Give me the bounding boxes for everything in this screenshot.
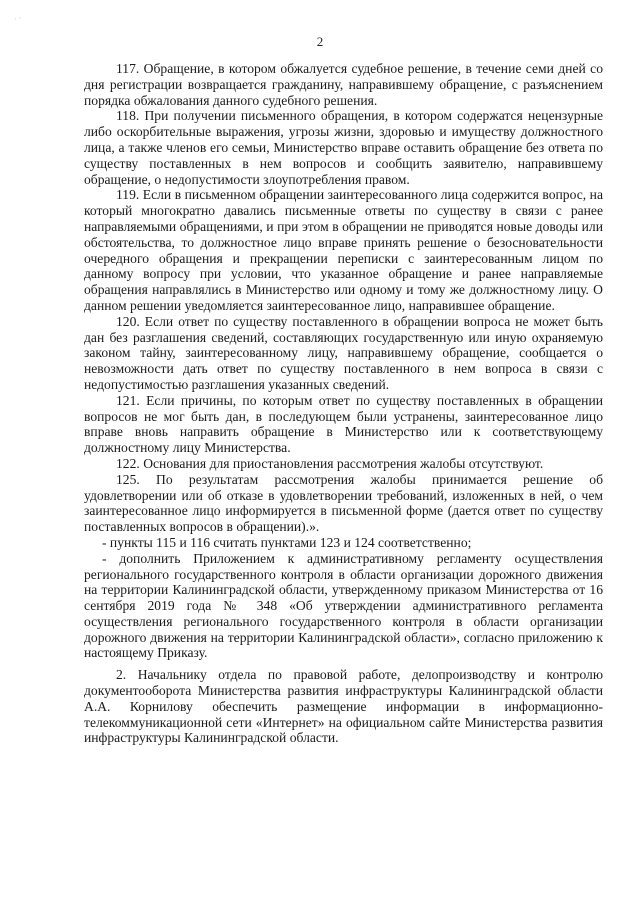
page-number: 2 (316, 34, 324, 49)
paragraph-122: 122. Основания для приостановления рассмотрения жалобы отсутствуют. (116, 455, 544, 471)
paragraph-117: 117. Обращение, в котором обжалуется судебное решение, в течение семи дней со дня регистрации возвращается гражданину, направившему обращение, с разъяснением порядка обжалования данного судебного решения. (84, 61, 603, 108)
list-item-renumber: - пункты 115 и 116 считать пунктами 123 и 124 соответственно; (102, 534, 472, 550)
paragraph-120: 120. Если ответ по существу поставленного в обращении вопроса не может быть дан без разглашения сведений, составляющих государственную или иную охраняемую законом тайну, заинтересованному лицу, направившему обращение, сообщается о невозможности дать ответ по существу поставленного в нем вопроса в связи с недопустимостью разглашения указанных сведений. (84, 313, 603, 392)
list-item-appendix: - дополнить Приложением к административному регламенту осуществления регионального государственного контроля в области организации дорожного движения на территории Калининградской области, утвержденному приказом Министерства от 16 сентября 2019 года № 348 «Об утверждении административного регламента осуществления регионального государственного контроля в области организации дорожного движения на территории Калининградской области», согласно приложению к настоящему Приказу. (84, 550, 603, 661)
scan-artifact: · · (13, 13, 23, 24)
paragraph-119: 119. Если в письменном обращении заинтересованного лица содержится вопрос, на который многократно давались письменные ответы по существу в связи с ранее направляемыми обращениями, и при этом в обращении не приводятся новые доводы или обстоятельства, то должностное лицо вправе принять решение о безосновательности очередного обращения и прекращении переписки с заинтересованным лицом по данному вопросу при условии, что указанное обращение и ранее направляемые обращения направлялись в Министерство или одному и тому же должностному лицу. О данном решении уведомляется заинтересованное лицо, направившее обращение. (84, 187, 603, 313)
document-body (84, 61, 603, 746)
paragraph-125: 125. По результатам рассмотрения жалобы принимается решение об удовлетворении или об отказе в удовлетворении требований, изложенных в ней, о чем заинтересованное лицо информируется в письменной форме (дается ответ по существу поставленных вопросов в обращении).». (84, 471, 603, 535)
paragraph-point-2: 2. Начальнику отдела по правовой работе, делопроизводству и контролю документооборота Министерства развития инфраструктуры Калининградской области А.А. Корнилову обеспечить размещение информации в информационно-телекоммуникационной сети «Интернет» на официальном сайте Министерства развития инфраструктуры Калининградской области. (84, 667, 603, 746)
paragraph-121: 121. Если причины, по которым ответ по существу поставленных в обращении вопросов не мог быть дан, в последующем были устранены, заинтересованное лицо вправе вновь направить обращение в Министерство или к соответствующему должностному лицу Министерства. (84, 392, 603, 456)
paragraph-118: 118. При получении письменного обращения, в котором содержатся нецензурные либо оскорбительные выражения, угрозы жизни, здоровью и имуществу должностного лица, а также членов его семьи, Министерство вправе оставить обращение без ответа по существу поставленных в нем вопросов и сообщить заявителю, направившему обращение, о недопустимости злоупотребления правом. (84, 108, 603, 187)
